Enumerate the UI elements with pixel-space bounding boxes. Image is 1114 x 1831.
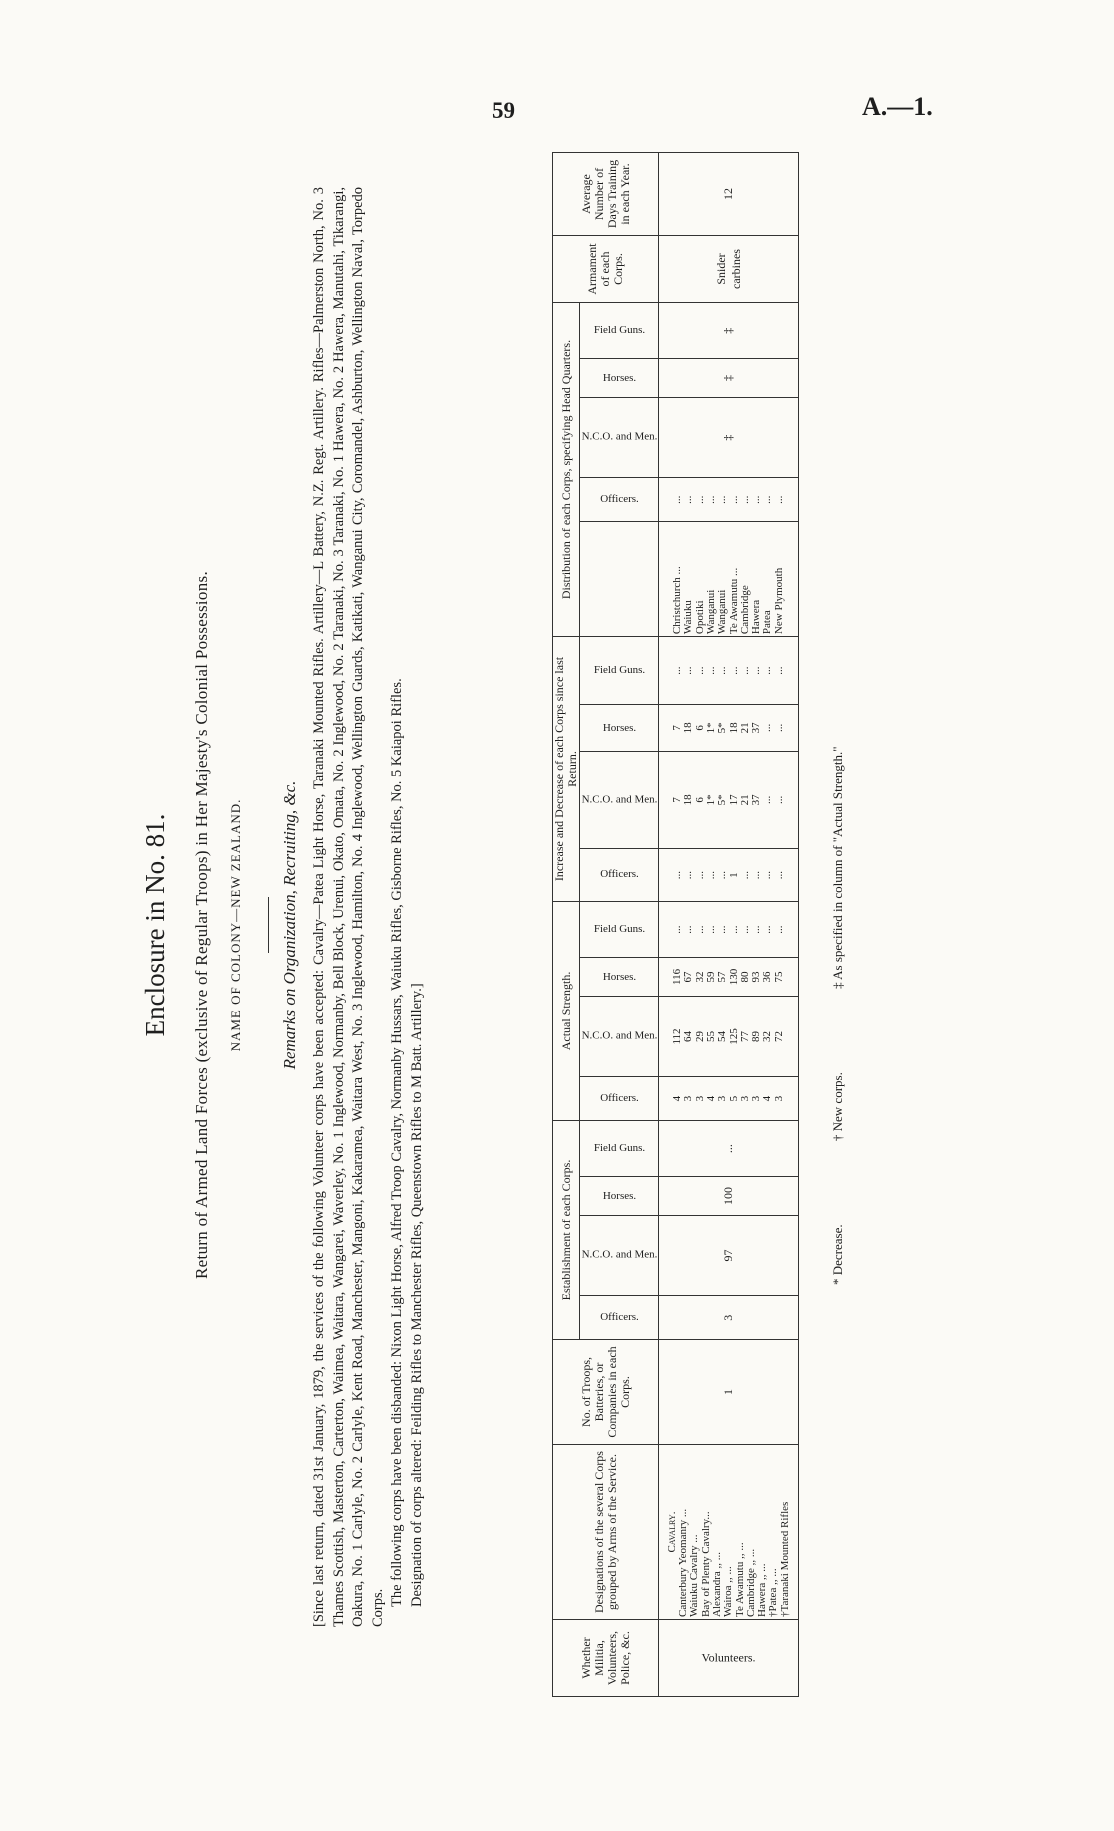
group-label: Volunteers.	[659, 1620, 799, 1697]
corps-list: Canterbury Yeomanry ... Waiuku Cavalry ... Bay of Plenty Cavalry... Alexandra ,, ... Wairoa ,, ... Te Awamutu ,, ... Cambridge ,, ... Hawera ,, ... †Patea ,, ... †Taranaki Mounted Rifles	[677, 1501, 791, 1617]
sub-horses: Horses.	[580, 1177, 659, 1215]
dist-headquarters: Christchurch ... Waiuku Opotiki Wanganui Wanganui Te Awamutu ... Cambridge Hawera Patea New Plymouth	[659, 522, 799, 637]
sub-guns: Field Guns.	[580, 1120, 659, 1176]
dist-officers: ... ... ... ... ... ... ... ... ... ...	[659, 478, 799, 522]
footnote: ‡ As specified in column of "Actual Strength."	[830, 746, 845, 989]
est-guns: ...	[659, 1120, 799, 1176]
sub-horses: Horses.	[580, 958, 659, 996]
troops-cell: 1	[659, 1340, 799, 1445]
footnotes	[830, 385, 846, 1285]
page-code: A.—1.	[862, 92, 933, 121]
sub-officers: Officers.	[580, 1077, 659, 1121]
dist-horses: ‡	[659, 359, 799, 397]
dist-guns: ‡	[659, 303, 799, 359]
sub-officers: Officers.	[580, 478, 659, 522]
remarks-heading: Remarks on Organization, Recruiting, &c.	[280, 780, 299, 1070]
header-whether: Whether Militia, Volunteers, Police, &c.	[553, 1620, 659, 1697]
header-troops: No. of Troops, Batteries, or Companies in each Corps.	[553, 1340, 659, 1445]
remarks-text	[310, 187, 427, 1627]
footnote: * Decrease.	[830, 1224, 845, 1285]
sub-headquarters	[580, 522, 659, 637]
section-label: Cavalry.	[666, 1511, 679, 1553]
designations-cell	[659, 1445, 799, 1620]
rotated-page	[140, 135, 860, 1715]
est-nco: 97	[659, 1215, 799, 1296]
inc-officers: ... ... ... ... ... 1 ... ... ... ...	[659, 849, 799, 902]
header-increase: Increase and Decrease of each Corps since last Return.	[553, 637, 580, 902]
header-average: Average Number of Days Training in each Year.	[553, 153, 659, 236]
inc-guns: ... ... ... ... ... ... ... ... ... ...	[659, 637, 799, 705]
actual-horses: 116 67 32 59 57 130 80 93 36 75	[659, 958, 799, 996]
dist-nco: ‡	[659, 397, 799, 478]
divider	[268, 897, 269, 953]
header-actual: Actual Strength.	[553, 901, 580, 1120]
sub-officers: Officers.	[580, 1296, 659, 1340]
return-table	[552, 152, 799, 1697]
header-establishment: Establishment of each Corps.	[553, 1120, 580, 1339]
return-subtitle: Return of Armed Land Forces (exclusive of Regular Troops) in Her Majesty's Colonial Possessions.	[192, 571, 211, 1280]
header-designations: Designations of the several Corps grouped by Arms of the Service.	[553, 1445, 659, 1620]
enclosure-title: Enclosure in No. 81.	[140, 813, 170, 1037]
header-distribution: Distribution of each Corps, specifying Head Quarters.	[553, 303, 580, 637]
sub-nco: N.C.O. and Men.	[580, 1215, 659, 1296]
sub-guns: Field Guns.	[580, 901, 659, 957]
actual-guns: ... ... ... ... ... ... ... ... ... ...	[659, 901, 799, 957]
actual-nco: 112 64 29 55 54 125 77 89 32 72	[659, 996, 799, 1077]
est-officers: 3	[659, 1296, 799, 1340]
remarks-para: Designation of corps altered: Feilding Rifles to Manchester Rifles, Queenstown Rifles to M Batt. Artillery.]	[408, 983, 425, 1607]
average-cell: 12	[659, 153, 799, 236]
header-armament: Armament of each Corps.	[553, 236, 659, 303]
sub-nco: N.C.O. and Men.	[580, 751, 659, 849]
sub-officers: Officers.	[580, 849, 659, 902]
inc-horses: 7 18 6 1* 5* 18 21 37 ... ...	[659, 705, 799, 751]
actual-officers: 4 3 3 4 3 5 3 3 4 3	[659, 1077, 799, 1121]
sub-guns: Field Guns.	[580, 303, 659, 359]
remarks-para: The following corps have been disbanded: Nixon Light Horse, Alfred Troop Cavalry, Normanby Hussars, Waiuku Rifles, Gisborne Rifles, No. 5 Kaiapoi Rifles.	[389, 678, 405, 1607]
inc-nco: 7 18 6 1* 5* 17 21 37 ... ...	[659, 751, 799, 849]
sub-nco: N.C.O. and Men.	[580, 397, 659, 478]
colony-name: NAME OF COLONY—NEW ZEALAND.	[228, 798, 243, 1052]
sub-horses: Horses.	[580, 359, 659, 397]
footnote: † New corps.	[830, 1072, 845, 1142]
est-horses: 100	[659, 1177, 799, 1215]
sub-horses: Horses.	[580, 705, 659, 751]
remarks-para: [Since last return, dated 31st January, 1879, the services of the following Volunteer corps have been accepted: Cavalry—Patea Light Horse, Taranaki Mounted Rifles. Artillery—L Battery, N.Z. Regt. Artillery. Rifles—Palmerston North, No. 3 Thames Scottish, Masterton, Carterton, Waimea, Waitara, Wangarei, Waverley, No. 1 Inglewood, Normanby, Bell Block, Urenui, Okato, Omata, No. 2 Inglewood, No. 2 Taranaki, No. 3 Taranaki, No. 1 Hawera, No. 2 Hawera, Manutahi, Tikarangi, Oakura, No. 1 Carlyle, No. 2 Carlyle, Kent Road, Manchester, Mangoni, Kakaramea, Waitara West, No. 3 Inglewood, Hamilton, No. 4 Inglewood, Wellington Guards, Katikati, Wanganui City, Coromandel, Ashburton, Wellington Naval, Torpedo Corps.	[311, 187, 386, 1627]
armament-cell: Snider carbines	[659, 236, 799, 303]
sub-nco: N.C.O. and Men.	[580, 996, 659, 1077]
sub-guns: Field Guns.	[580, 637, 659, 705]
page-number: 59	[492, 98, 515, 123]
